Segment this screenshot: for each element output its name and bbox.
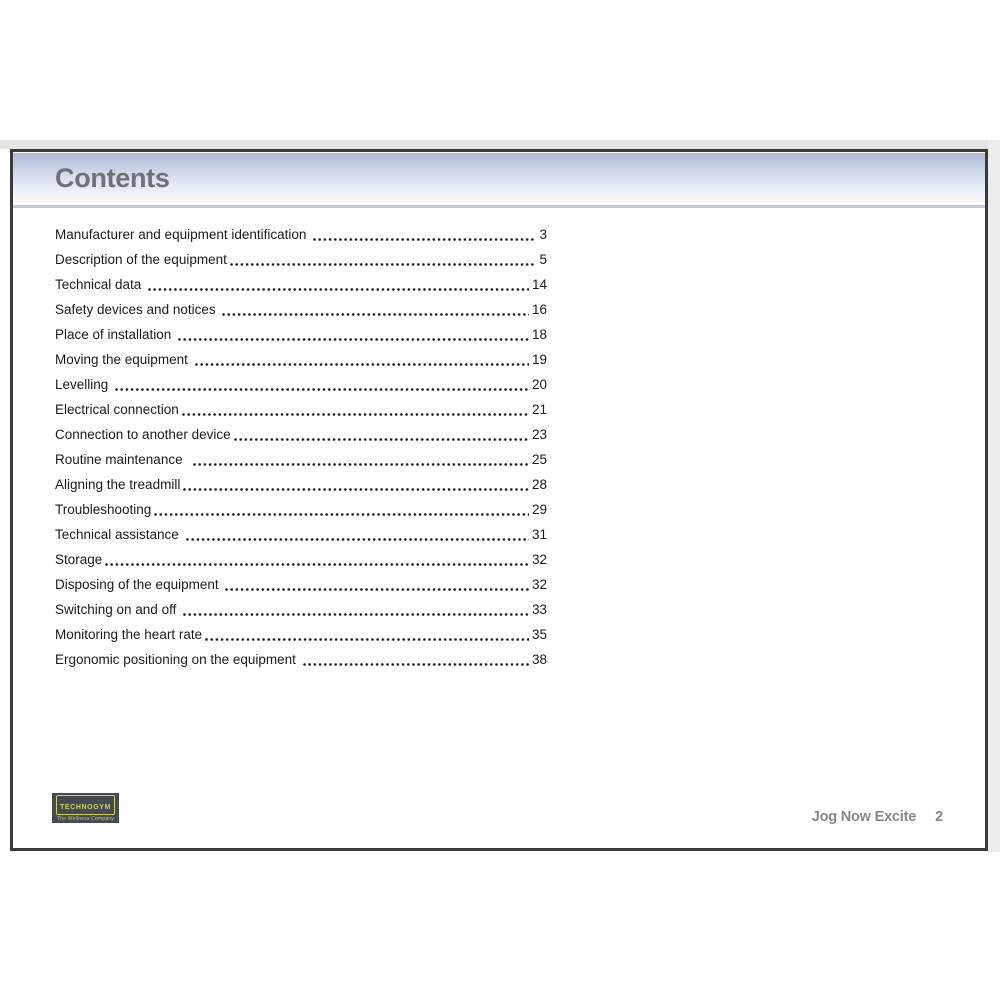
toc-entry <box>55 597 547 622</box>
toc-entry-label: Storage <box>55 552 103 567</box>
toc-entry-label: Moving the equipment <box>55 352 192 367</box>
technogym-logo <box>52 793 119 823</box>
toc-entry-label: Electrical connection <box>55 402 179 417</box>
dot-leader <box>183 613 529 616</box>
dot-leader <box>193 463 529 466</box>
dot-leader <box>234 438 529 441</box>
toc-entry-label: Switching on and off <box>55 602 181 617</box>
footer-product-name: Jog Now Excite <box>811 809 917 825</box>
toc-entry-page: 23 <box>531 427 547 442</box>
page-title: Contents <box>55 163 170 193</box>
toc-entry <box>55 572 547 597</box>
toc-entry <box>55 222 547 247</box>
dot-leader <box>205 638 529 641</box>
logo-brand-text: TECHNOGYM <box>60 803 111 811</box>
toc-entry-page: 25 <box>531 452 547 467</box>
toc-entry-label: Disposing of the equipment <box>55 577 223 592</box>
logo-tagline-text: The Wellness Company <box>57 815 114 822</box>
toc-entry <box>55 547 547 572</box>
toc-entry <box>55 397 547 422</box>
toc-entry-page: 38 <box>531 652 547 667</box>
toc-entry-page: 16 <box>531 302 547 317</box>
toc-entry-label: Levelling <box>55 377 113 392</box>
table-of-contents <box>55 222 547 672</box>
toc-entry-page: 28 <box>531 477 547 492</box>
dot-leader <box>225 588 529 591</box>
toc-entry-label: Ergonomic positioning on the equipment <box>55 652 300 667</box>
toc-entry-page: 5 <box>539 252 547 267</box>
dot-leader <box>148 288 529 291</box>
toc-entry <box>55 647 547 672</box>
toc-entry-page: 33 <box>531 602 547 617</box>
header-underline <box>13 205 985 208</box>
toc-entry-label: Manufacturer and equipment identification <box>55 227 311 242</box>
toc-entry-page: 3 <box>539 227 547 242</box>
toc-entry <box>55 322 547 347</box>
dot-leader <box>178 338 529 341</box>
dot-leader <box>154 513 529 516</box>
dot-leader <box>222 313 529 316</box>
toc-entry <box>55 247 547 272</box>
toc-entry-page: 32 <box>531 552 547 567</box>
toc-entry <box>55 497 547 522</box>
dot-leader <box>313 238 536 241</box>
toc-entry-label: Description of the equipment <box>55 252 227 267</box>
toc-entry-label: Aligning the treadmill <box>55 477 181 492</box>
toc-entry-label: Troubleshooting <box>55 502 152 517</box>
toc-entry-label: Connection to another device <box>55 427 231 442</box>
toc-entry-label: Technical data <box>55 277 146 292</box>
dot-leader <box>183 488 529 491</box>
toc-entry <box>55 272 547 297</box>
toc-entry <box>55 372 547 397</box>
toc-entry-label: Safety devices and notices <box>55 302 220 317</box>
dot-leader <box>182 413 529 416</box>
dot-leader <box>105 563 529 566</box>
scan-edge-right <box>988 140 1000 852</box>
toc-entry <box>55 347 547 372</box>
toc-entry-page: 18 <box>531 327 547 342</box>
toc-entry-page: 29 <box>531 502 547 517</box>
toc-entry <box>55 297 547 322</box>
dot-leader <box>195 363 529 366</box>
page-footer <box>812 809 943 825</box>
toc-entry <box>55 422 547 447</box>
toc-entry-page: 20 <box>531 377 547 392</box>
toc-entry-page: 31 <box>531 527 547 542</box>
footer-page-number: 2 <box>935 809 943 825</box>
toc-entry <box>55 622 547 647</box>
document-page <box>10 149 988 851</box>
toc-entry-page: 14 <box>531 277 547 292</box>
toc-entry <box>55 472 547 497</box>
toc-entry-label: Technical assistance <box>55 527 183 542</box>
toc-entry <box>55 447 547 472</box>
dot-leader <box>115 388 529 391</box>
toc-entry <box>55 522 547 547</box>
dot-leader <box>303 663 529 666</box>
toc-entry-page: 21 <box>531 402 547 417</box>
scan-edge-top <box>0 140 1000 149</box>
toc-entry-page: 35 <box>531 627 547 642</box>
toc-entry-label: Routine maintenance <box>55 452 191 467</box>
toc-entry-page: 32 <box>531 577 547 592</box>
logo-wordmark-box <box>56 795 115 815</box>
dot-leader <box>230 263 537 266</box>
toc-entry-page: 19 <box>531 352 547 367</box>
toc-entry-label: Monitoring the heart rate <box>55 627 203 642</box>
toc-entry-label: Place of installation <box>55 327 176 342</box>
dot-leader <box>186 538 529 541</box>
